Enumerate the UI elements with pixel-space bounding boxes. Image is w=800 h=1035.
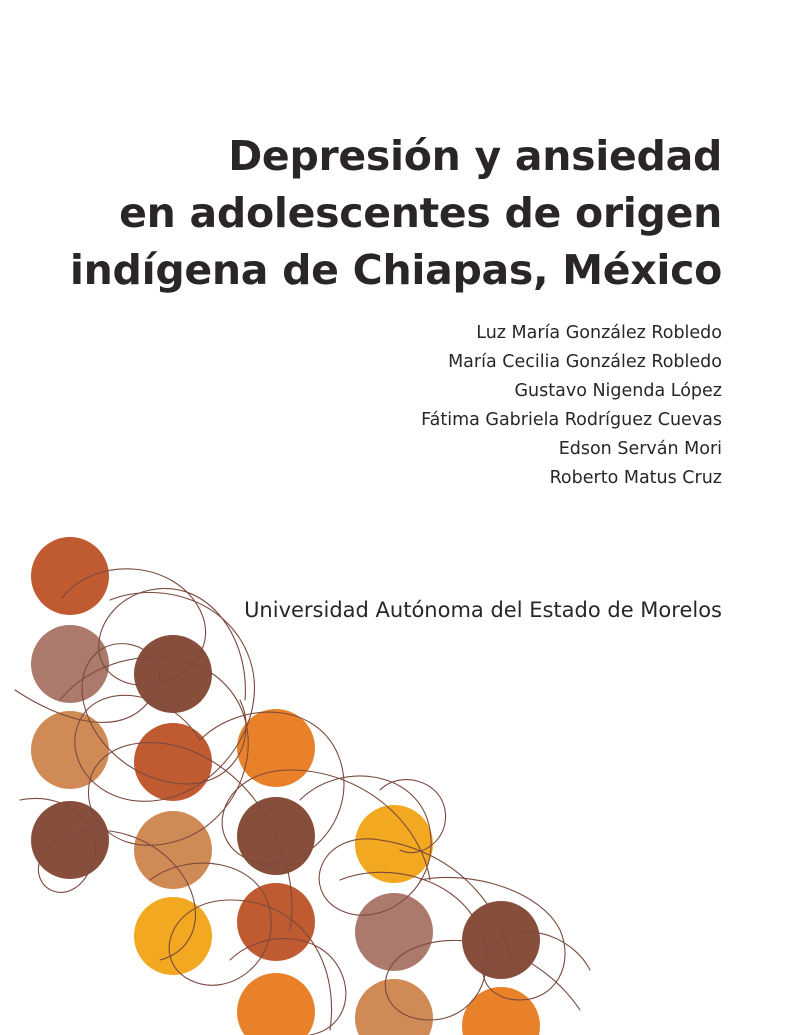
decorative-circle — [355, 893, 433, 971]
author-name: Edson Serván Mori — [558, 439, 722, 459]
decorative-circle — [31, 801, 109, 879]
decorative-circle — [462, 987, 540, 1035]
decorative-circle — [355, 805, 433, 883]
author-list — [202, 319, 722, 493]
author-name: María Cecilia González Robledo — [448, 352, 722, 372]
decorative-circle — [237, 973, 315, 1035]
book-title — [42, 128, 722, 299]
decorative-circle — [31, 537, 109, 615]
author-name: Fátima Gabriela Rodríguez Cuevas — [421, 410, 722, 430]
decorative-circle — [134, 723, 212, 801]
title-line-2: en adolescentes de origen — [119, 189, 722, 237]
title-line-1: Depresión y ansiedad — [228, 132, 722, 180]
decorative-dots-artwork — [0, 520, 600, 1035]
decorative-circle — [237, 883, 315, 961]
decorative-circle — [31, 625, 109, 703]
publisher-name: Universidad Autónoma del Estado de Morelos — [244, 598, 722, 622]
author-name: Luz María González Robledo — [476, 323, 722, 343]
decorative-circle — [134, 635, 212, 713]
decorative-circle — [134, 811, 212, 889]
decorative-circles — [31, 537, 540, 1035]
author-name: Gustavo Nigenda López — [514, 381, 722, 401]
author-name: Roberto Matus Cruz — [549, 468, 722, 488]
title-line-3: indígena de Chiapas, México — [69, 246, 722, 294]
